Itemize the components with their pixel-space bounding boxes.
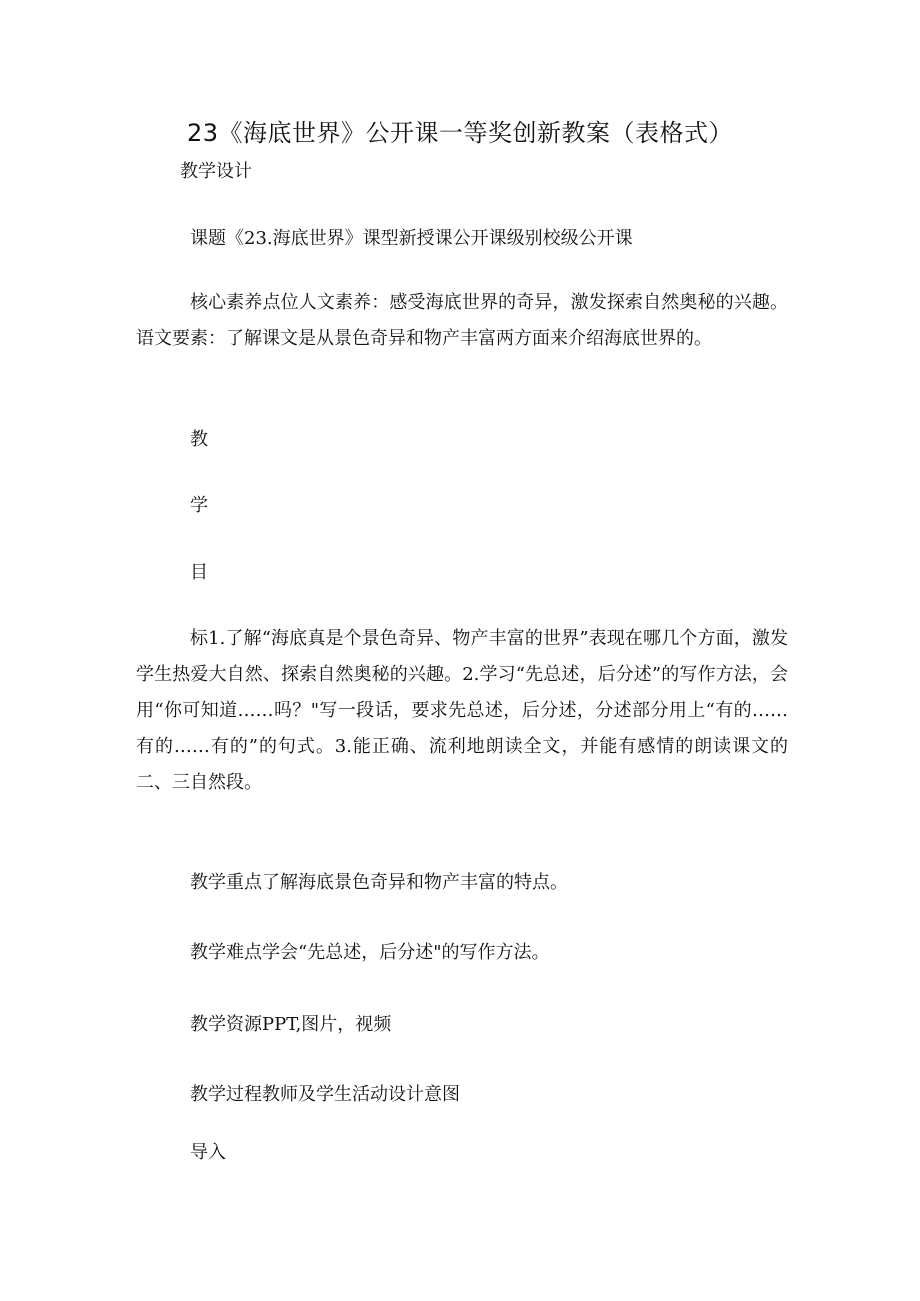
resources: 教学资源PPT,图片，视频	[190, 1014, 392, 1035]
core-literacy-paragraph: 核心素养点位人文素养：感受海底世界的奇异，激发探索自然奥秘的兴趣。语文要素：了解课文是从景色奇异和物产丰富两方面来介绍海底世界的。	[136, 292, 788, 349]
key-points: 教学重点了解海底景色奇异和物产丰富的特点。	[190, 872, 568, 893]
intro-label: 导入	[190, 1142, 226, 1163]
document-title: 23《海底世界》公开课一等奖创新教案（表格式）	[186, 119, 734, 147]
objectives-paragraph: 标1.了解“海底真是个景色奇异、物产丰富的世界”表现在哪几个方面，激发学生热爱大自然、探索自然奥秘的兴趣。2.学习“先总述，后分述”的写作方法，会用“你可知道……吗？"写一段话，要求先总述，后分述，分述部分用上“有的……有的……有的”的句式。3.能正确、流利地朗读全文，并能有感情的朗读课文的二、三自然段。	[136, 628, 788, 793]
lesson-info: 课题《23.海底世界》课型新授课公开课级别校级公开课	[190, 228, 633, 249]
difficulties: 教学难点学会“先总述，后分述"的写作方法。	[190, 942, 550, 963]
process-header: 教学过程教师及学生活动设计意图	[190, 1084, 460, 1105]
objectives-char-1: 教	[190, 429, 208, 450]
objectives-char-2: 学	[190, 495, 208, 516]
objectives-char-3: 目	[190, 562, 208, 583]
section-heading: 教学设计	[180, 161, 252, 182]
